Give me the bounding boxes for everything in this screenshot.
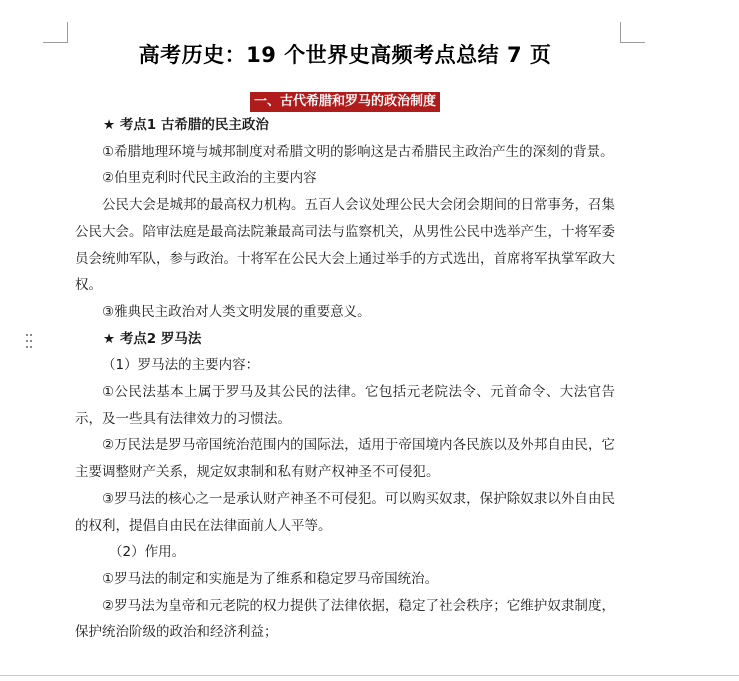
paragraph: ③罗马法的核心之一是承认财产神圣不可侵犯。可以购买奴隶，保护除奴隶以外自由民的权利，提倡自由民在法律面前人人平等。 xyxy=(75,490,615,534)
star-icon: ★ xyxy=(103,117,116,133)
star-icon: ★ xyxy=(103,330,116,347)
section-heading-wrap xyxy=(75,90,615,112)
paragraph: ②罗马法为皇帝和元老院的权力提供了法律依据，稳定了社会秩序；它维护奴隶制度，保护统治阶级的政治和经济利益； xyxy=(75,597,615,641)
section-heading: 一、古代希腊和罗马的政治制度 xyxy=(250,92,440,112)
paragraph: ②万民法是罗马帝国统治范围内的国际法，适用于帝国境内各民族以及外邦自由民，它主要调整财产关系，规定奴隶制和私有财产权神圣不可侵犯。 xyxy=(75,437,615,481)
paragraph: ①罗马法的制定和实施是为了维系和稳定罗马帝国统治。 xyxy=(102,570,439,587)
paragraph: 公民大会是城邦的最高权力机构。五百人会议处理公民大会闭会期间的日常事务，召集公民大会。陪审法庭是最高法院兼最高司法与监察机关，从男性公民中选举产生，十将军委员会统帅军队，参与政治。十将军在公民大会上通过举手的方式选出，首席将军执掌军政大权。 xyxy=(75,197,615,294)
key-point-2-heading xyxy=(75,326,615,353)
paragraph: （2）作用。 xyxy=(109,544,186,561)
key-point-2-label: 考点2 罗马法 xyxy=(119,330,202,347)
paragraph: （1）罗马法的主要内容： xyxy=(102,357,260,374)
key-point-1-label: 考点1 古希腊的民主政治 xyxy=(119,117,269,133)
page-bottom-divider xyxy=(0,675,739,676)
drag-handle-icon[interactable] xyxy=(25,331,33,347)
paragraph: ①公民法基本上属于罗马及其公民的法律。它包括元老院法令、元首命令、大法官告示，及一些具有法律效力的习惯法。 xyxy=(75,384,615,427)
key-point-1-heading xyxy=(75,112,615,139)
paragraph: ②伯里克利时代民主政治的主要内容 xyxy=(102,170,317,187)
crop-mark-top-left xyxy=(43,22,68,43)
paragraph: ①希腊地理环境与城邦制度对希腊文明的影响这是古希腊民主政治产生的深刻的背景。 xyxy=(102,143,614,160)
paragraph: ③雅典民主政治对人类文明发展的重要意义。 xyxy=(102,303,371,320)
document-title: 高考历史：19 个世界史高频考点总结 7 页 xyxy=(138,43,552,67)
document-content xyxy=(75,38,615,646)
crop-mark-top-right xyxy=(620,22,645,43)
